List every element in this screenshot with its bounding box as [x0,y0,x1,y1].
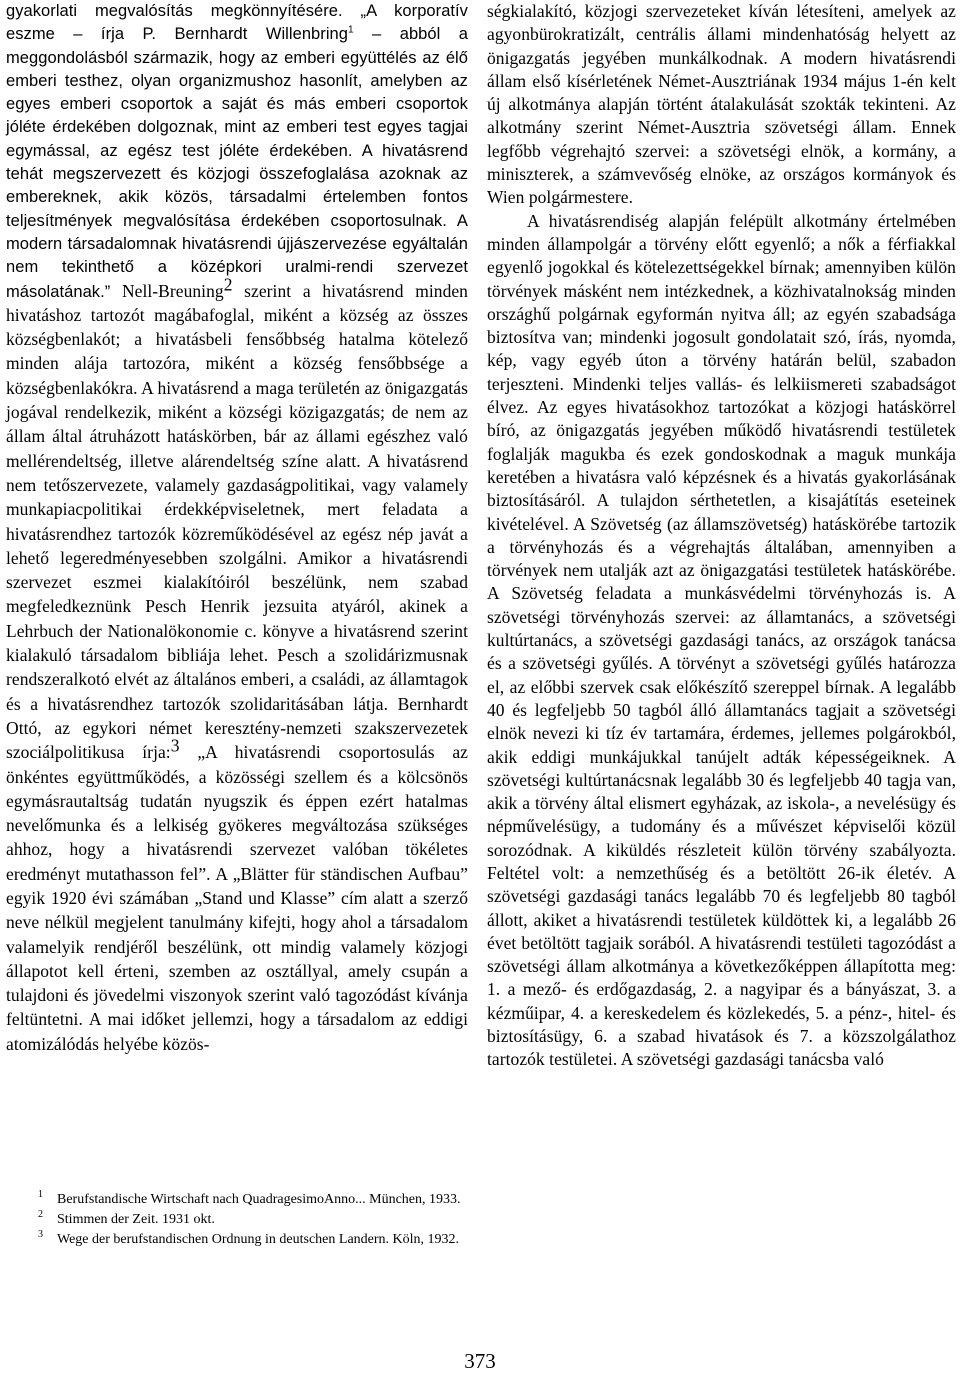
left-text-sans-b: – abból a meggondolásból származik, hogy az emberi együttélés az élő emberi testhez, olyan organizmushoz hasonlít, amelyben az egyes emberi csoportok a saját és más emberi csoportok jóléte érdekében dolgoznak, mint az emberi test egyes tagjai egymással, az egész test jóléte érdekében. A hivatásrend tehát megszervezett és közjogi összefoglalása azoknak az embereknek, akik közös, társadalmi értelemben fontos teljesítmények megvalósítása érdekében csoportosulnak. A modern társadalomnak hivatásrendi újjászervezése egyáltalán nem tekinthető a középkori uralmi-rendi szervezet másolatának.” [6,25,468,301]
left-column [6,0,468,1057]
footnote-text: Stimmen der Zeit. 1931 okt. [57,1212,215,1227]
left-text-sans-a: gyakorlati megvalósítás megkönnyítésére. „A korporatív eszme – írja P. Bernhardt Willenbring [6,2,468,44]
footnote-1 [6,1190,468,1210]
footnote-3 [6,1230,468,1250]
page-number: 373 [464,1349,496,1373]
footnote-ref-3: 3 [170,735,180,756]
footnote-mark: 1 [38,1189,43,1201]
footnote-2 [6,1210,468,1230]
left-text-serif-b: szerint a hivatásrend minden hivatáshoz tartozót magábafoglal, miként a község az összes községbenlakót; a hivatásbeli fensőbbség hatalma kötelező minden alája tartozóra, miként a község fensőbbsége a községbenlakókra. A hivatásrend a maga területén az önigazgatás jogával rendelkezik, miként a községi közigazgatás; de nem az állam által átruházott hatáskörben, bár az állami egészhez való mellérendeltség, illetve alárendeltség színe alatt. A hivatásrend nem tetőszervezete, valamely gazdaságpolitikai, vagy valamely munkapiacpolitikai érdekképviseletnek, mert feladata a hivatásrendhez tartozók közreműködésével az egész nép javát a lehető legeredményesebben szolgálni. Amikor a hivatásrendi szervezet eszmei kialakítóiról beszélünk, nem szabad megfeledkeznünk Pesch Henrik jezsuita atyáról, akinek a Lehrbuch der Nationalökonomie c. könyve a hivatásrend szerint kialakuló társadalom bibliája lehet. Pesch a szolidárizmusnak rendszeralkotó elvét az általános emberi, a családi, az államtagok és a hivatásrendhez tartozók szolidaritásában látja. Bernhardt Ottó, az egykori német keresztény-nemzeti szakszervezetek szociálpolitikusa írja: [6,280,468,763]
left-column-text [6,0,468,1057]
footnote-text: Wege der berufstandischen Ordnung in deutschen Landern. Köln, 1932. [57,1232,460,1247]
footnotes [6,1190,468,1250]
footnote-ref-2: 2 [223,274,233,295]
footnote-mark: 2 [38,1209,43,1221]
right-paragraph-2: A hivatásrendiség alapján felépült alkotmány értelmében minden állampolgár a törvény előtt egyenlő; a nők a férfiakkal egyenlő jogokkal és kötelezettségekkel bírnak; amennyiben külön törvények másként nem intézkednek, a közhivatalnokság minden országhű polgárnak egyformán nyitva áll; az egyén szabadsága biztosítva van; mindenki jogosult gondolatait szó, írás, nyomda, kép, vagy egyéb úton a törvény határán belül, szabadon terjeszteni. Mindenki teljes vallás- és lelkiismereti szabadságot élvez. Az egyes hivatásokhoz tartozókat a közjogi hatáskörrel bíró, az önigazgatás jegyében működő hivatásrendi testületek foglalják magukba és ezek gondoskodnak a maguk munkája keretében a hivatásra való képzésnek és a hivatás gyakorlásának biztosításáról. A tulajdon sérthetetlen, a kisajátítás eseteinek kivételével. A Szövetség (az államszövetség) hatáskörébe tartozik a törvényhozás és a végrehajtás általában, amennyiben a törvények nem utalják azt az önigazgatási testületek hatáskörébe. A Szövetség feladata a munkásvédelmi törvényhozás is. A szövetségi törvényhozás szervei: az államtanács, a szövetségi kultúrtanács, a szövetségi gazdasági tanács, az országok tanácsa és a szövetségi gyűlés. A törvényt a szövetségi gyűlés határozza el, az előbbi szervek csak előkészítő szereppel bírnak. A legalább 40 és legfeljebb 50 tagból álló államtanács tagjait a szövetségi elnök nevezi ki tíz év tartamára, érdemes, jellemes polgárokból, akik eddigi munkájukkal tanújelt adták képességeiknek. A szövetségi kultúrtanácsnak legalább 30 és legfeljebb 40 tagja van, akik a törvény által elismert egyházak, az iskola-, a nevelésügy és népművelésügy, a tudomány és a művészet képviselői közül sorozódnak. A kiküldés részleteit külön törvény szabályozta. Feltétel volt: a nemzethűség és a betöltött 26-ik életév. A szövetségi gazdasági tanács legalább 70 és legfeljebb 80 tagból állott, akiket a hivatásrendi testületek küldöttek ki, a legalább 26 évet betöltött tagjaik sorából. A hivatásrendi testületi tagozódást a szövetségi állam alkotmánya a következőképpen állapította meg: 1. a mező- és erdőgazdaság, 2. a nagyipar és a bányászat, 3. a kézműipar, 4. a kereskedelem és közlekedés, 5. a pénz-, hitel- és biztosításügy, 6. a szabad hivatások és 7. a közszolgálathoz tartozók testületei. A szövetségi gazdasági tanácsba való [487,210,956,1070]
footnote-mark: 3 [38,1229,43,1241]
left-text-serif-a: Nell-Breuning [110,280,224,301]
left-text-serif-c: „A hivatásrendi csoportosulás az önkéntes együttműködés, a közösségi szellem és a kölcsönös egymásrautaltság tudatán nyugszik és éppen ezért hatalmas nevelőmunka és a lelkiség gyökeres megváltozása szükséges ahhoz, hogy a hivatásrendi szervezet valóban tökéletes eredményt mutathasson fel”. A „Blätter für ständischen Aufbau” egyik 1920 évi számában „Stand und Klasse” cím alatt a szerző neve nélkül megjelent tanulmány kifejti, hogy ahol a társadalom valamelyik rendjéről beszélünk, ott mindig valamely közjogi állapotot kell érteni, szemben az osztállyal, amely csupán a tulajdoni és jövedelmi viszonyok szerint való tagozódást kívánja feltüntetni. A mai időket jellemzi, hogy a társadalom az eddigi atomizálódás helyébe közös- [6,742,468,1054]
right-paragraph-1: ségkialakító, közjogi szervezeteket kíván létesíteni, amelyek az agyonbürokratizált, centrális állami mindenhatóság helyett az önigazgatás jegyében munkálkodnak. A modern hivatásrendi állam első kísérletének Német-Ausztriának 1934 május 1-én kelt új alkotmánya alapján történt átalakulását szokták tekinteni. Az alkotmány szerint Német-Ausztria szövetségi állam. Ennek legfőbb végrehajtó szervei: a szövetségi elnök, a kormány, a miniszterek, a számvevőség elnöke, az országos kormányok és Wien polgármestere. [487,1,956,208]
footnote-ref-1: 1 [348,24,354,36]
footnote-text: Berufstandische Wirtschaft nach QuadragesimoAnno... München, 1933. [57,1192,461,1207]
right-column [487,0,956,1072]
